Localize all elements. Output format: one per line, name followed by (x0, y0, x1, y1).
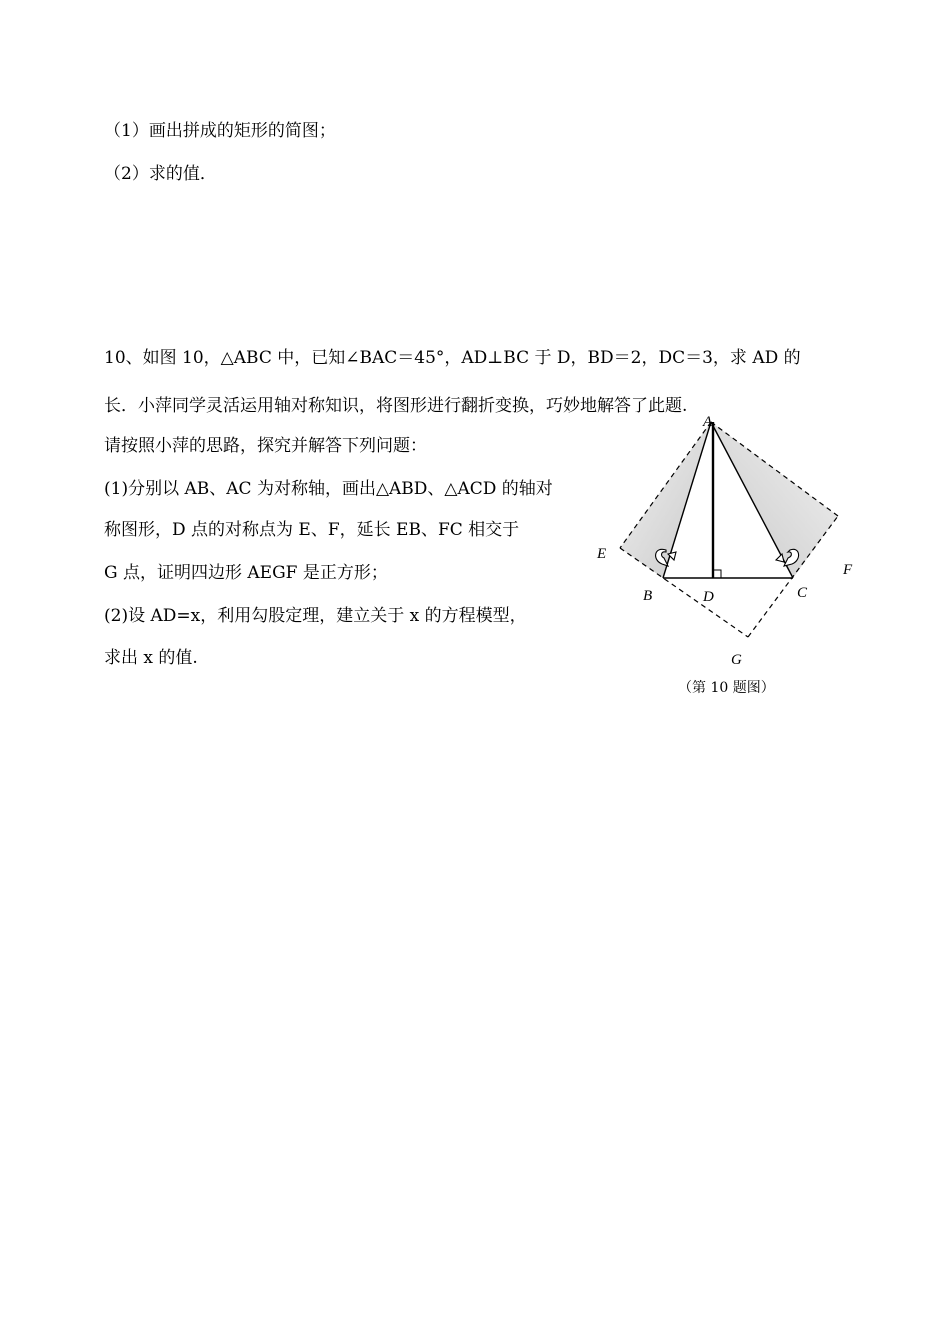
label-d: D (703, 589, 714, 605)
problem-10-line-4: (1)分别以 AB、AC 为对称轴，画出△ABD、△ACD 的轴对 (104, 479, 553, 499)
label-b: B (643, 588, 653, 604)
problem-10-line-1: 10、如图 10，△ABC 中，已知∠BAC＝45°，AD⊥BC 于 D，BD＝2，DC＝3，求 AD 的 (104, 348, 801, 368)
label-g: G (731, 652, 742, 668)
problem-10-line-3: 请按照小萍的思路，探究并解答下列问题： (104, 436, 427, 456)
problem-10-line-5: 称图形，D 点的对称点为 E、F，延长 EB、FC 相交于 (104, 520, 520, 540)
question-part-1: （1）画出拼成的矩形的简图； (104, 121, 336, 141)
label-a: A (703, 414, 713, 430)
reflected-triangle-abe (620, 422, 711, 578)
problem-10-line-2: 长．小萍同学灵活运用轴对称知识，将图形进行翻折变换，巧妙地解答了此题. (104, 396, 688, 416)
problem-10-line-8: 求出 x 的值. (104, 648, 198, 668)
label-c: C (797, 585, 808, 601)
problem-10-line-6: G 点，证明四边形 AEGF 是正方形； (104, 563, 388, 583)
problem-10-line-7: (2)设 AD=x，利用勾股定理，建立关于 x 的方程模型， (104, 606, 527, 626)
label-e: E (597, 546, 607, 562)
label-f: F (843, 562, 853, 578)
question-part-2: （2）求的值． (104, 164, 217, 184)
figure-caption: （第 10 题图） (678, 680, 775, 696)
reflected-triangle-acf (711, 422, 838, 578)
